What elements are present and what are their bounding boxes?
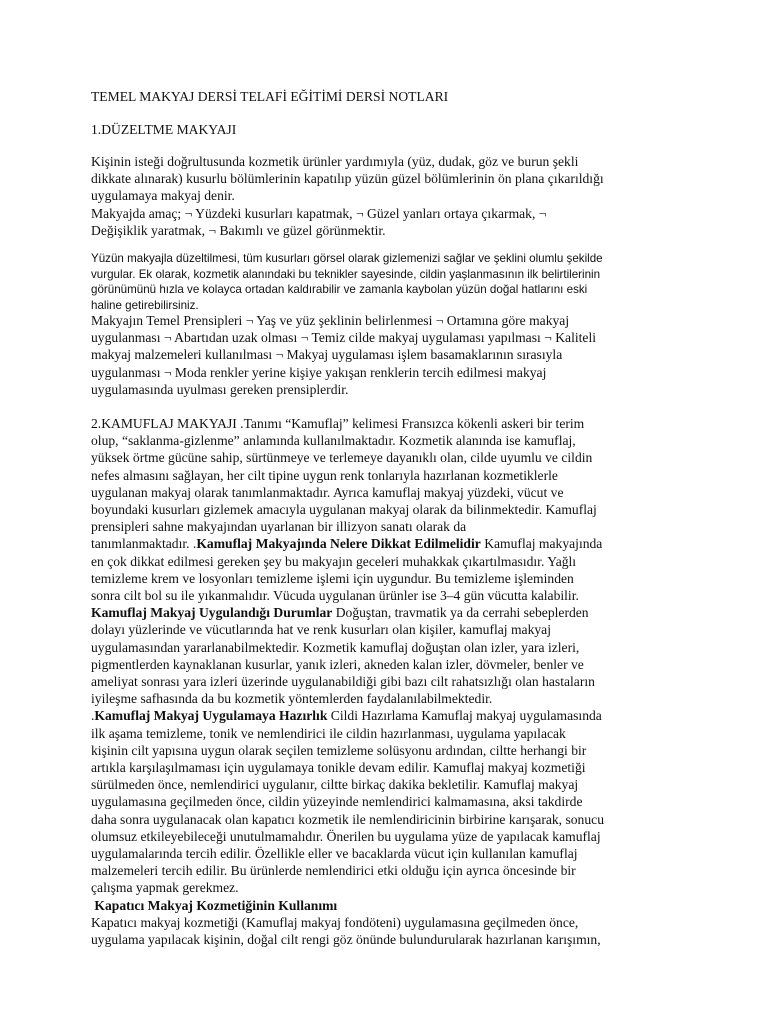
text-line: Makyajın Temel Prensipleri ¬ Yaş ve yüz şeklinin belirlenmesi ¬ Ortamına göre makyaj xyxy=(91,313,570,328)
text-line: uygulama yapılacak kişinin, doğal cilt rengi göz önünde bulundurularak hazırlanan karışımın, xyxy=(91,932,601,948)
text-line: artıkla karşılaşılmaması için uygulamaya tonikle devam edilir. Kamuflaj makyaj kozmetiği xyxy=(91,760,586,776)
text-line: kişinin cilt yapısına uygun olarak seçilen temizleme solüsyonu ardından, ciltte herhangi bir xyxy=(91,742,587,758)
subheading-kapatici-kullanimi: Kapatıcı Makyaj Kozmetiğinin Kullanımı xyxy=(91,897,338,913)
text-line: uygulanması ¬ Abartıdan uzak olması ¬ Temiz cilde makyaj uygulaması yapılması ¬ Kaliteli xyxy=(91,330,597,346)
paragraph-kamuflaj xyxy=(91,415,691,948)
text-line: iyileşme safhasında da bu kozmetik yöntemlerden faydalanılabilmektedir. xyxy=(91,691,493,707)
text-run: tanımlanmaktadır. . xyxy=(91,536,197,552)
text-line: uygulanan makyaj olarak tanımlanmaktadır. Ayrıca kamuflaj makyaj yüzdeki, vücut ve xyxy=(91,484,564,500)
text-run: Kamuflaj makyajında xyxy=(480,536,603,552)
text-line: dolayı yüzlerinde ve vücutlarında hat ve renk kusurları olan kişiler, kamuflaj makyaj xyxy=(91,622,551,638)
text-line: Değişiklik yaratmak, ¬ Bakımlı ve güzel görünmektir. xyxy=(91,222,386,238)
text-line: uygulamalarında tercih edilir. Özellikle eller ve bacaklarda vücut için kullanılan kamuflaj xyxy=(91,846,578,862)
text-line: ameliyat sonrası yara izleri üzerinde uygulanabildiği gibi bazı cilt rahatsızlığı olan hastaların xyxy=(91,674,595,690)
text-line: uygulamasından yararlanabilmektedir. Kozmetik kamuflaj doğuştan olan izler, yara izleri, xyxy=(91,639,580,655)
text-line: Yüzün makyajla düzeltilmesi, tüm kusurları görsel olarak gizlemenizi sağlar ve şeklini olumlu şekilde xyxy=(91,252,603,265)
document-title: TEMEL MAKYAJ DERSİ TELAFİ EĞİTİMİ DERSİ NOTLARI xyxy=(91,89,449,104)
paragraph-duzeltme-definition xyxy=(91,153,691,239)
text-line: vurgular. Ek olarak, kozmetik alanındaki bu teknikler sayesinde, cildin yaşlanmasının ilk belirtilerinin xyxy=(91,267,601,281)
text-line: görünümünü hızla ve kolayca ortadan kaldırabilir ve zamanla kaybolan yüzün doğal hatlarını eski xyxy=(91,283,588,297)
text-line: haline getirebilirsiniz. xyxy=(91,299,199,313)
text-run: . xyxy=(91,708,95,724)
text-line: malzemeleri tercih edilir. Bu ürünlerde nemlendirici etki olduğu için ayrıca öncesinde bir xyxy=(91,863,576,879)
text-run: Doğuştan, travmatik ya da cerrahi sebeplerden xyxy=(332,605,589,621)
text-run: Cildi Hazırlama Kamuflaj makyaj uygulamasında xyxy=(327,708,602,724)
text-line: Makyajda amaç; ¬ Yüzdeki kusurları kapatmak, ¬ Güzel yanları ortaya çıkarmak, ¬ xyxy=(91,205,547,221)
text-line: çalışma yapmak gerekmez. xyxy=(91,880,239,896)
text-line: makyaj malzemeleri kullanılması ¬ Makyaj uygulaması işlem basamaklarının sırasıyla xyxy=(91,347,563,363)
text-line: 2.KAMUFLAJ MAKYAJI .Tanımı “Kamuflaj” kelimesi Fransızca kökenli askeri bir terim xyxy=(91,416,585,431)
section-heading-duzeltme: 1.DÜZELTME MAKYAJI xyxy=(91,122,237,137)
subheading-nelere-dikkat: Kamuflaj Makyajında Nelere Dikkat Edilmelidir xyxy=(196,536,481,552)
subheading-uygulamaya-hazirlik: Kamuflaj Makyaj Uygulamaya Hazırlık xyxy=(94,708,328,724)
text-line: ilk aşama temizleme, tonik ve nemlendirici ile cildin hazırlanması, uygulama yapılacak xyxy=(91,725,566,741)
text-line: Kapatıcı makyaj kozmetiği (Kamuflaj makyaj fondöteni) uygulamasına geçilmeden önce, xyxy=(91,914,579,930)
text-line: uygulamasında uyulması gereken prensiplerdir. xyxy=(91,381,349,397)
text-line: olumsuz etkileyebileceği unutulmamalıdır. Önerilen bu uygulama yüze de yapılacak kamuflaj xyxy=(91,828,601,844)
text-line: nefes almasını sağlayan, her cilt tipine uygun renk tonlarıyla hazırlanan kozmetiklerle xyxy=(91,467,558,483)
text-line: uygulanması ¬ Moda renkler yerine kişiye yakışan renklerin tercih edilmesi makyaj xyxy=(91,364,547,380)
text-line-mixed xyxy=(91,535,691,552)
text-line: en çok dikkat edilmesi gereken şey bu makyajın geceleri muhakkak çıkartılmasıdır. Yağlı xyxy=(91,553,577,569)
text-line: pigmentlerden kaynaklanan kusurlar, yanık izleri, akneden kalan izler, dövmeler, benler ve xyxy=(91,656,584,672)
text-line: boyundaki kusurları gizlemek amacıyla uygulanan makyaj olarak da bilinmektedir. Kamuflaj xyxy=(91,502,597,518)
text-line: yüksek örtme gücüne sahip, sürtünmeye ve terlemeye dayanıklı olan, cilde uyumlu ve cildin xyxy=(91,450,593,466)
text-line: dikkate alınarak) kusurlu bölümlerinin kapatılıp yüzün güzel bölümlerinin ön plana çıkarıldığı xyxy=(91,171,604,187)
text-line: sonra cilt bol su ile yıkanmalıdır. Vücuda uygulanan ürünler ise 3–4 gün vücutta kalabilir. xyxy=(91,588,579,604)
text-line: uygulamasına geçilmeden önce, cildin yüzeyinde nemlendirici kalmamasına, aksi takdirde xyxy=(91,794,583,810)
paragraph-temel-prensipler xyxy=(91,312,691,398)
text-line: sürülmeden önce, nemlendirici uygulanır, ciltte birkaç dakika bekletilir. Kamuflaj makyaj xyxy=(91,777,579,793)
text-line-mixed xyxy=(91,707,691,724)
text-line: temizleme krem ve losyonları temizleme işlemi için uygundur. Bu temizleme işleminden xyxy=(91,570,574,586)
text-line: Kişinin isteği doğrultusunda kozmetik ürünler yardımıyla (yüz, dudak, göz ve burun şekli xyxy=(91,154,579,169)
subheading-uygulandigi-durumlar: Kamuflaj Makyaj Uygulandığı Durumlar xyxy=(91,605,333,621)
text-line: daha sonra uygulanacak olan kapatıcı kozmetik ile nemlendiricinin birbirine karışarak, sonucu xyxy=(91,811,604,827)
text-line: prensipleri sahne makyajından uyarlanan bir illizyon sanatı olarak da xyxy=(91,519,467,535)
text-line: olup, “saklanma-gizlenme” anlamında kullanılmaktadır. Kozmetik alanında ise kamuflaj, xyxy=(91,433,576,449)
text-line-mixed xyxy=(91,604,691,621)
paragraph-sans-note xyxy=(91,251,691,314)
text-line: uygulamaya makyaj denir. xyxy=(91,188,235,204)
